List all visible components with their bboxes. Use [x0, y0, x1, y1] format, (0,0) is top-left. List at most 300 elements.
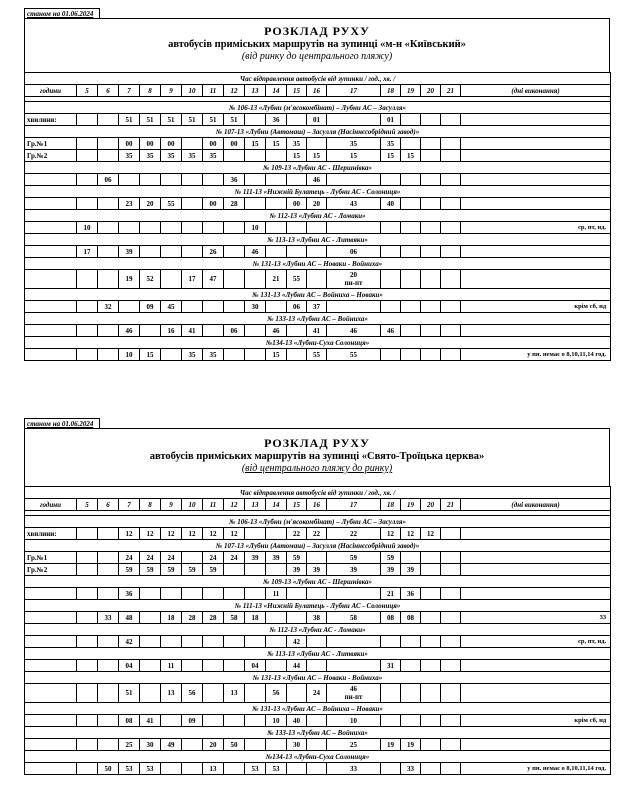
operating-days	[461, 564, 611, 576]
departure-minute	[441, 222, 461, 234]
departure-minute: 59	[119, 564, 140, 576]
departure-minute	[441, 588, 461, 600]
operating-days	[461, 138, 611, 150]
departure-minute: 08	[119, 715, 140, 727]
departure-minute: 15	[287, 150, 307, 162]
hour-header: 10	[182, 85, 203, 97]
departure-minute: 36	[119, 588, 140, 600]
departure-minute: 59	[203, 564, 224, 576]
departure-minute	[77, 325, 98, 337]
hour-header: 16	[307, 499, 327, 511]
departure-minute	[401, 552, 421, 564]
row-label: Гр.№1	[25, 138, 77, 150]
departure-minute	[287, 588, 307, 600]
departure-minute: 30	[287, 739, 307, 751]
departure-minute: 52	[140, 270, 161, 289]
departure-minute: 58	[327, 612, 381, 624]
departure-minute: 13	[224, 684, 245, 703]
departure-minute	[421, 684, 441, 703]
departure-minute	[182, 660, 203, 672]
departure-minute: 41	[307, 325, 327, 337]
departure-minute: 59	[161, 564, 182, 576]
departure-minute: 04	[245, 660, 266, 672]
departure-minute	[119, 222, 140, 234]
departure-minute	[182, 552, 203, 564]
departure-minute	[441, 174, 461, 186]
departure-minute	[266, 222, 287, 234]
departure-minute	[287, 246, 307, 258]
departure-minute: 12	[421, 528, 441, 540]
departure-minute	[421, 636, 441, 648]
departure-minute	[421, 174, 441, 186]
departure-minute	[182, 636, 203, 648]
row-label	[25, 325, 77, 337]
departure-minute: 28	[182, 612, 203, 624]
departure-minute: 56	[266, 684, 287, 703]
departure-minute: 51	[182, 114, 203, 126]
departure-minute	[441, 715, 461, 727]
departure-minute: 12	[381, 528, 401, 540]
departure-minute	[307, 636, 327, 648]
departure-minute	[224, 763, 245, 775]
departure-minute: 56	[182, 684, 203, 703]
departure-minute	[327, 660, 381, 672]
departure-minute-part: пн-пт	[344, 693, 363, 701]
departure-minute	[401, 246, 421, 258]
route-name: № 133-13 «Лубни АС – Войниха»	[25, 727, 611, 739]
route-title-row	[25, 727, 611, 739]
departure-minute: 21	[381, 588, 401, 600]
departure-minute	[441, 150, 461, 162]
departure-minute	[161, 763, 182, 775]
route-name: № 131-13 «Лубни АС – Новаки - Войниха»	[25, 672, 611, 684]
departure-minute: 00	[287, 198, 307, 210]
departure-minute: 01	[381, 114, 401, 126]
departure-minute: 51	[140, 114, 161, 126]
hour-header: 13	[245, 85, 266, 97]
departure-minute	[307, 552, 327, 564]
departure-minute: 35	[140, 150, 161, 162]
row-label	[25, 636, 77, 648]
departure-minute	[401, 222, 421, 234]
departure-minute: 20	[203, 739, 224, 751]
departure-minute: 33	[401, 763, 421, 775]
hour-header: 10	[182, 499, 203, 511]
departure-minute	[77, 270, 98, 289]
hour-header: 20	[421, 499, 441, 511]
departure-minute	[307, 138, 327, 150]
departure-minute	[401, 636, 421, 648]
schedule-sheet-bottom	[24, 418, 610, 775]
departure-minute: 04	[119, 660, 140, 672]
departures-row	[25, 528, 611, 540]
departure-minute	[421, 301, 441, 313]
route-name: № 113-13 «Лубни АС - Литвяки»	[25, 234, 611, 246]
departure-minute: 36	[401, 588, 421, 600]
departure-minute	[98, 222, 119, 234]
departure-minute	[401, 715, 421, 727]
departure-minute	[98, 739, 119, 751]
route-title-row	[25, 186, 611, 198]
departure-minute	[421, 715, 441, 727]
departure-minute: 39	[307, 564, 327, 576]
departure-minute: 33	[98, 612, 119, 624]
departures-row	[25, 564, 611, 576]
departure-minute: 26	[203, 246, 224, 258]
departure-minute: 06	[224, 325, 245, 337]
departure-minute: 55	[307, 349, 327, 361]
departure-minute	[203, 325, 224, 337]
route-title-row	[25, 234, 611, 246]
hour-header: 17	[327, 499, 381, 511]
departure-minute	[401, 270, 421, 289]
departure-minute	[224, 349, 245, 361]
departure-minute: 12	[182, 528, 203, 540]
departure-minute	[77, 114, 98, 126]
departure-minute	[441, 763, 461, 775]
route-title-row	[25, 516, 611, 528]
departure-minute	[77, 763, 98, 775]
departure-minute: 35	[327, 138, 381, 150]
departure-minute: 24	[119, 552, 140, 564]
departure-minute	[421, 660, 441, 672]
hour-header: 19	[401, 85, 421, 97]
departure-minute	[266, 301, 287, 313]
route-title-row	[25, 102, 611, 114]
departure-minute	[245, 174, 266, 186]
departure-minute: 18	[161, 612, 182, 624]
hours-label: години	[25, 85, 77, 97]
departure-minute	[441, 301, 461, 313]
departure-minute	[266, 174, 287, 186]
departure-minute: 59	[287, 552, 307, 564]
route-name: № 107-13 «Лубни (Автомаш) – Засулля (Насіннєсобрідний завод)»	[25, 540, 611, 552]
departure-minute: 24	[140, 552, 161, 564]
departure-minute: 46	[327, 325, 381, 337]
departure-minute	[77, 198, 98, 210]
departure-minute	[161, 349, 182, 361]
departure-minute	[266, 150, 287, 162]
departure-minute: 30	[140, 739, 161, 751]
departure-minute	[307, 246, 327, 258]
departure-minute: 35	[161, 150, 182, 162]
route-title-row	[25, 648, 611, 660]
departure-minute	[161, 636, 182, 648]
departure-minute: 46	[245, 246, 266, 258]
hour-header: 8	[140, 499, 161, 511]
departure-minute	[441, 198, 461, 210]
hour-header: 12	[224, 499, 245, 511]
route-title-row	[25, 210, 611, 222]
operating-days: ср, пт, нд.	[461, 222, 611, 234]
hour-header: 15	[287, 85, 307, 97]
departure-minute	[266, 739, 287, 751]
departure-minute	[441, 660, 461, 672]
departure-minute	[245, 114, 266, 126]
departure-minute	[203, 174, 224, 186]
departure-minute	[401, 198, 421, 210]
departures-row	[25, 715, 611, 727]
departures-row	[25, 270, 611, 289]
hour-header: 6	[98, 499, 119, 511]
departure-minute	[441, 325, 461, 337]
row-label	[25, 612, 77, 624]
departure-minute: 08	[401, 612, 421, 624]
departure-minute: 35	[287, 138, 307, 150]
departure-minute	[203, 684, 224, 703]
hour-header: 11	[203, 85, 224, 97]
departure-minute	[98, 660, 119, 672]
departure-minute	[266, 636, 287, 648]
departure-minute	[161, 588, 182, 600]
route-title-row	[25, 751, 611, 763]
route-name: № 131-13 «Лубни АС – Войниха – Новаки»	[25, 289, 611, 301]
departure-minute: 00	[119, 138, 140, 150]
departure-minute: 41	[182, 325, 203, 337]
operating-days: у пн. немає о 8,10,11,14 год.	[461, 763, 611, 775]
departures-row	[25, 636, 611, 648]
departure-minute	[287, 684, 307, 703]
departure-minute: 15	[401, 150, 421, 162]
departure-minute	[98, 349, 119, 361]
departure-minute	[98, 246, 119, 258]
row-label	[25, 763, 77, 775]
departure-minute: 35	[119, 150, 140, 162]
departure-minute: 24	[307, 684, 327, 703]
route-name: № 109-13 «Лубни АС - Шершнівка»	[25, 576, 611, 588]
departure-minute: 24	[203, 552, 224, 564]
departure-minute: 51	[224, 114, 245, 126]
departure-minute	[245, 636, 266, 648]
departure-minute: 16	[161, 325, 182, 337]
schedule-header	[24, 18, 610, 72]
departure-minute	[161, 246, 182, 258]
route-name: № 106-13 «Лубни (м'ясокомбінат) – Лубни АС – Засулля»	[25, 102, 611, 114]
departure-minute	[381, 222, 401, 234]
departure-minute	[421, 222, 441, 234]
departure-minute: 58	[224, 612, 245, 624]
departure-minute	[421, 246, 441, 258]
departure-minute: 51	[203, 114, 224, 126]
departure-minute-part: пн-пт	[344, 279, 363, 287]
route-title-row	[25, 289, 611, 301]
operating-days	[461, 739, 611, 751]
departure-minute	[421, 564, 441, 576]
as-of-date: станом на 01.06.2024	[24, 418, 100, 428]
row-label: Гр.№1	[25, 552, 77, 564]
departure-minute	[381, 246, 401, 258]
departure-minute	[140, 612, 161, 624]
caption-row	[25, 487, 611, 499]
departure-minute: 00	[140, 138, 161, 150]
departure-minute: 46	[381, 325, 401, 337]
departure-minute-part: 20	[350, 271, 357, 279]
hour-header: 18	[381, 499, 401, 511]
route-name: № 107-13 «Лубни (Автомаш) – Засулля (Насіннєсобрідний завод)»	[25, 126, 611, 138]
departure-minute: 06	[287, 301, 307, 313]
departure-minute: 38	[307, 612, 327, 624]
row-label	[25, 715, 77, 727]
hours-label: години	[25, 499, 77, 511]
departure-minute: 00	[203, 138, 224, 150]
operating-days	[461, 174, 611, 186]
departure-minute	[381, 715, 401, 727]
departure-minute	[327, 174, 381, 186]
departure-minute	[327, 588, 381, 600]
departure-minute	[401, 301, 421, 313]
departure-minute	[381, 684, 401, 703]
departure-minute	[224, 588, 245, 600]
caption-row	[25, 73, 611, 85]
hour-header: 17	[327, 85, 381, 97]
departure-minute	[224, 660, 245, 672]
departure-minute	[245, 528, 266, 540]
departure-minute: 25	[327, 739, 381, 751]
departure-minute	[421, 763, 441, 775]
departure-minute	[421, 150, 441, 162]
departure-minute: 28	[224, 198, 245, 210]
departure-minute: 53	[245, 763, 266, 775]
departure-minute: 59	[182, 564, 203, 576]
departure-minute	[381, 636, 401, 648]
operating-days	[461, 325, 611, 337]
departure-minute	[421, 198, 441, 210]
row-label	[25, 588, 77, 600]
departure-minute: 33	[327, 763, 381, 775]
departure-minute	[77, 739, 98, 751]
hour-header: 8	[140, 85, 161, 97]
departure-minute	[119, 301, 140, 313]
departure-minute	[140, 246, 161, 258]
departure-minute	[161, 270, 182, 289]
departure-minute: 46	[307, 174, 327, 186]
operating-days	[461, 684, 611, 703]
row-label	[25, 270, 77, 289]
schedule-title: РОЗКЛАД РУХУ	[264, 24, 370, 38]
schedule-sheet-top	[24, 8, 610, 361]
departure-minute	[77, 528, 98, 540]
departure-minute	[441, 564, 461, 576]
departure-minute	[161, 715, 182, 727]
departure-minute	[245, 198, 266, 210]
departure-minute: 55	[327, 349, 381, 361]
departure-minute	[224, 564, 245, 576]
departure-minute: 09	[140, 301, 161, 313]
departure-minute	[98, 325, 119, 337]
departure-minute	[441, 739, 461, 751]
departure-minute	[401, 684, 421, 703]
departure-minute: 31	[381, 660, 401, 672]
row-label	[25, 349, 77, 361]
departure-minute	[421, 270, 441, 289]
departure-minute	[224, 270, 245, 289]
departure-minute: 17	[182, 270, 203, 289]
departure-caption: Час відправлення автобусів від зупинки / год., хв. /	[25, 487, 611, 499]
hour-header: 5	[77, 499, 98, 511]
departure-minute	[266, 198, 287, 210]
departure-minute: 53	[266, 763, 287, 775]
departures-row	[25, 763, 611, 775]
hour-header: 16	[307, 85, 327, 97]
departure-minute: 22	[327, 528, 381, 540]
row-label	[25, 222, 77, 234]
departure-minute	[307, 739, 327, 751]
departure-minute	[327, 301, 381, 313]
departure-minute	[77, 564, 98, 576]
departures-row	[25, 150, 611, 162]
departure-minute	[266, 528, 287, 540]
departure-minute	[77, 138, 98, 150]
schedule-subtitle: автобусів приміських маршрутів на зупинці «Свято-Троїцька церква»	[149, 451, 485, 462]
departure-minute	[307, 763, 327, 775]
row-label: Гр.№2	[25, 564, 77, 576]
departure-minute	[161, 222, 182, 234]
departure-minute	[327, 114, 381, 126]
departure-minute	[224, 246, 245, 258]
departure-minute: 15	[245, 138, 266, 150]
departures-row	[25, 138, 611, 150]
departure-minute: 43	[327, 198, 381, 210]
departure-minute	[287, 325, 307, 337]
departure-minute	[140, 660, 161, 672]
departure-minute	[224, 715, 245, 727]
departure-minute	[182, 222, 203, 234]
departures-row	[25, 246, 611, 258]
departure-minute	[441, 636, 461, 648]
schedule-title: РОЗКЛАД РУХУ	[264, 436, 370, 450]
days-header: (дні виконання)	[461, 499, 611, 511]
departure-minute: 12	[119, 528, 140, 540]
departure-minute: 55	[287, 270, 307, 289]
operating-days: у пн. немає о 8,10,11,14 год.	[461, 349, 611, 361]
departure-minute	[98, 138, 119, 150]
departure-minute: 28	[203, 612, 224, 624]
departures-row	[25, 114, 611, 126]
departures-row	[25, 222, 611, 234]
departure-minute	[98, 552, 119, 564]
departure-minute	[441, 246, 461, 258]
operating-days	[461, 246, 611, 258]
departure-minute	[421, 739, 441, 751]
departure-minute	[77, 715, 98, 727]
departure-minute: 49	[161, 739, 182, 751]
route-title-row	[25, 258, 611, 270]
operating-days	[461, 114, 611, 126]
departure-minute	[441, 612, 461, 624]
departure-minute: 55	[161, 198, 182, 210]
hour-header: 9	[161, 499, 182, 511]
departure-minute: 15	[307, 150, 327, 162]
departure-minute: 39	[327, 564, 381, 576]
hour-header: 13	[245, 499, 266, 511]
departure-minute: 35	[203, 349, 224, 361]
departure-minute: 59	[381, 552, 401, 564]
departure-minute	[140, 174, 161, 186]
route-name: № 113-13 «Лубни АС - Литвяки»	[25, 648, 611, 660]
departure-minute	[441, 114, 461, 126]
departure-minute	[381, 763, 401, 775]
departure-minute: 39	[287, 564, 307, 576]
departure-minute: 44	[287, 660, 307, 672]
departure-minute: 30	[245, 301, 266, 313]
departures-row	[25, 174, 611, 186]
departure-minute	[140, 636, 161, 648]
departure-minute	[266, 246, 287, 258]
departure-minute	[98, 588, 119, 600]
departures-row	[25, 301, 611, 313]
departure-minute	[98, 684, 119, 703]
departure-minute: 15	[266, 138, 287, 150]
